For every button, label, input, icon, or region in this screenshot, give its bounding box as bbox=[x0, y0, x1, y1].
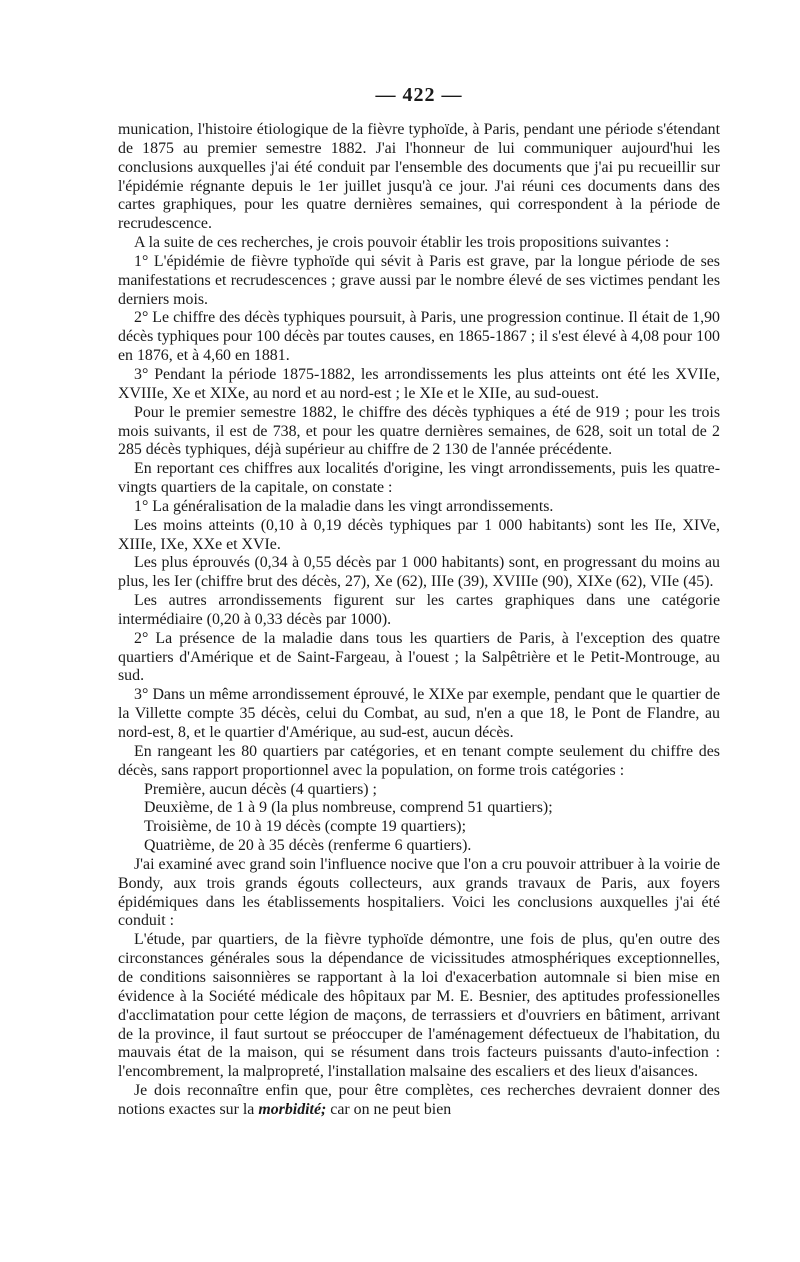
paragraph: En reportant ces chiffres aux localités d'origine, les vingt arrondissements, puis les quatre-vingts quartiers de la capitale, on constate : bbox=[118, 460, 720, 497]
paragraph: munication, l'histoire étiologique de la fièvre typhoïde, à Paris, pendant une période s'étendant de 1875 au premier semestre 1882. J'ai l'honneur de lui communiquer aujourd'hui les conclusions auxquelles j'ai été conduit par l'ensemble des documents que j'ai pu recueillir sur l'épidémie régnante depuis le 1er juillet jusqu'à ce jour. J'ai réuni ces documents dans des cartes graphiques, pour les quatre dernières semaines, qui correspondent à la période de recrudescence. bbox=[118, 121, 720, 233]
finding-1: 1° La généralisation de la maladie dans les vingt arrondissements. bbox=[134, 497, 554, 515]
paragraph: Pour le premier semestre 1882, le chiffre des décès typhiques a été de 919 ; pour les trois mois suivants, il est de 738, et pour les quatre dernières semaines, de 628, soit un total de 2 285 décès typhiques, déjà supérieur au chiffre de 2 130 de l'année précédente. bbox=[118, 403, 720, 459]
paragraph: J'ai examiné avec grand soin l'influence nocive que l'on a cru pouvoir attribuer à la voirie de Bondy, aux trois grands égouts collecteurs, aux grands travaux de Paris, aux foyers épidémiques dans les établissements hospitaliers. Voici les conclusions auxquelles j'ai été conduit : bbox=[118, 855, 720, 930]
list-item: Deuxième, de 1 à 9 (la plus nombreuse, comprend 51 quartiers); bbox=[144, 799, 553, 817]
body-text bbox=[118, 121, 720, 1120]
list-item: Première, aucun décès (4 quartiers) ; bbox=[144, 780, 377, 798]
paragraph: Les autres arrondissements figurent sur les cartes graphiques dans une catégorie intermédiaire (0,20 à 0,33 décès par 1000). bbox=[118, 592, 720, 628]
proposition-1: 1° L'épidémie de fièvre typhoïde qui sévit à Paris est grave, par la longue période de ses manifestations et recrudescences ; grave aussi par le nombre élevé de ses victimes pendant les derniers mois. bbox=[118, 252, 720, 308]
proposition-2: 2° Le chiffre des décès typhiques poursuit, à Paris, une progression continue. Il était de 1,90 décès typhiques pour 100 décès par toutes causes, en 1865-1867 ; il s'est élevé à 4,08 pour 100 en 1876, et à 4,60 en 1881. bbox=[118, 309, 720, 365]
categories-list bbox=[118, 781, 720, 856]
paragraph: L'étude, par quartiers, de la fièvre typhoïde démontre, une fois de plus, qu'en outre des circonstances générales sous la dépendance de vicissitudes atmosphériques exceptionnelles, de conditions saisonnières se rapportant à la loi d'exacerbation automnale si bien mise en évidence à la Société médicale des hôpitaux par M. E. Besnier, des aptitudes professionelles d'acclimatation pour cette légion de maçons, de terrassiers et d'ouvriers en bâtiment, arrivant de la province, il faut surtout se préoccuper de l'aménagement défectueux de l'habitation, du mauvais état de la maison, qui se résument dans trois facteurs puissants d'auto-infection : l'encombrement, la malpropreté, l'installation malsaine des escaliers et des lieux d'aisances. bbox=[118, 931, 720, 1081]
finding-2: 2° La présence de la maladie dans tous les quartiers de Paris, à l'exception des quatre quartiers d'Amérique et de Saint-Fargeau, à l'ouest ; la Salpêtrière et le Petit-Montrouge, au sud. bbox=[118, 629, 720, 685]
paragraph-final bbox=[118, 1082, 720, 1120]
list-item: Quatrième, de 20 à 35 décès (renferme 6 quartiers). bbox=[144, 837, 472, 855]
finding-3: 3° Dans un même arrondissement éprouvé, le XIXe par exemple, pendant que le quartier de la Villette compte 35 décès, celui du Combat, au sud, n'en a que 18, le Pont de Flandre, au nord-est, 8, et le quartier d'Amérique, au sud-est, aucun décès. bbox=[118, 686, 720, 741]
list-item: Troisième, de 10 à 19 décès (compte 19 quartiers); bbox=[144, 818, 466, 836]
proposition-3: 3° Pendant la période 1875-1882, les arrondissements les plus atteints ont été les XVIIe, XVIIIe, Xe et XIXe, au nord et au nord-est ; le XIe et le XIIe, au sud-ouest. bbox=[118, 365, 720, 402]
paragraph: Les plus éprouvés (0,34 à 0,55 décès par 1 000 habitants) sont, en progressant du moins au plus, les Ier (chiffre brut des décès, 27), Xe (62), IIIe (39), XVIIIe (90), XIXe (62), VIIe (45). bbox=[118, 554, 720, 591]
text-run: car on ne peut bien bbox=[326, 1100, 452, 1118]
paragraph: En rangeant les 80 quartiers par catégories, et en tenant compte seulement du chiffre des décès, sans rapport proportionnel avec la population, on forme trois catégories : bbox=[118, 742, 720, 779]
text-run: Je dois reconnaître enfin que, pour être complètes, ces recherches devraient donner des notions exactes sur la bbox=[118, 1082, 720, 1118]
paragraph: Les moins atteints (0,10 à 0,19 décès typhiques par 1 000 habitants) sont les IIe, XIVe, XIIIe, IXe, XXe et XVIe. bbox=[118, 516, 720, 553]
emphasis-text: morbidité; bbox=[258, 1100, 327, 1118]
page-number: — 422 — bbox=[375, 84, 463, 106]
paragraph: A la suite de ces recherches, je crois pouvoir établir les trois propositions suivantes : bbox=[134, 234, 670, 252]
